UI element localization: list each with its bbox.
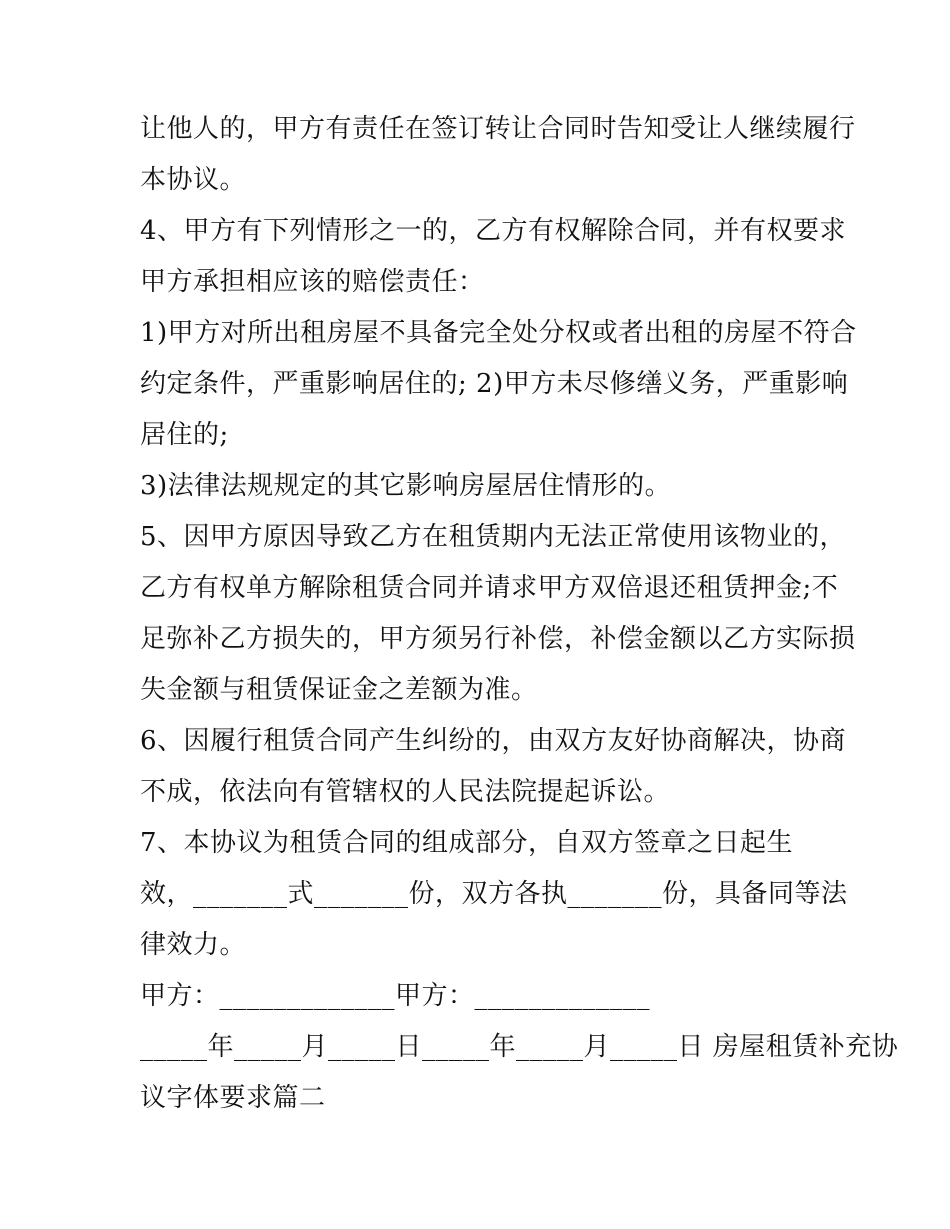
- text-line: 本协议。: [140, 165, 247, 195]
- text-line: 足弥补乙方损失的，甲方须另行补偿，补偿金额以乙方实际损: [140, 624, 856, 654]
- text-line: 4、甲方有下列情形之一的，乙方有权解除合同，并有权要求: [140, 216, 847, 246]
- text-line: 让他人的，甲方有责任在签订转让合同时告知受让人继续履行: [140, 114, 856, 144]
- text-line: 乙方有权单方解除租赁合同并请求甲方双倍退还租赁押金;不: [140, 573, 839, 603]
- text-line: 约定条件，严重影响居住的; 2)甲方未尽修缮义务，严重影响: [140, 369, 849, 399]
- text-line: 3)法律法规规定的其它影响房屋居住情形的。: [140, 471, 672, 501]
- text-line: 律效力。: [140, 930, 247, 960]
- section-heading: 议字体要求篇二: [140, 1083, 326, 1113]
- text-line: 甲方承担相应该的赔偿责任：: [140, 267, 485, 297]
- text-line: 7、本协议为租赁合同的组成部分，自双方签章之日起生: [140, 828, 794, 858]
- text-line: 6、因履行租赁合同产生纠纷的，由双方友好协商解决，协商: [140, 726, 847, 756]
- text-line: 5、因甲方原因导致乙方在租赁期内无法正常使用该物业的，: [140, 522, 847, 552]
- signature-line: 甲方：_____________甲方：_____________: [140, 981, 651, 1011]
- text-line: 居住的;: [140, 420, 229, 450]
- text-line: 失金额与租赁保证金之差额为准。: [140, 675, 538, 705]
- date-line: _____年_____月_____日_____年_____月_____日 房屋租赁补充协: [140, 1032, 899, 1062]
- text-line: 不成，依法向有管辖权的人民法院提起诉讼。: [140, 777, 671, 807]
- text-line: 1)甲方对所出租房屋不具备完全处分权或者出租的房屋不符合: [140, 318, 857, 348]
- text-line: 效，_______式_______份，双方各执_______份，具备同等法: [140, 879, 848, 909]
